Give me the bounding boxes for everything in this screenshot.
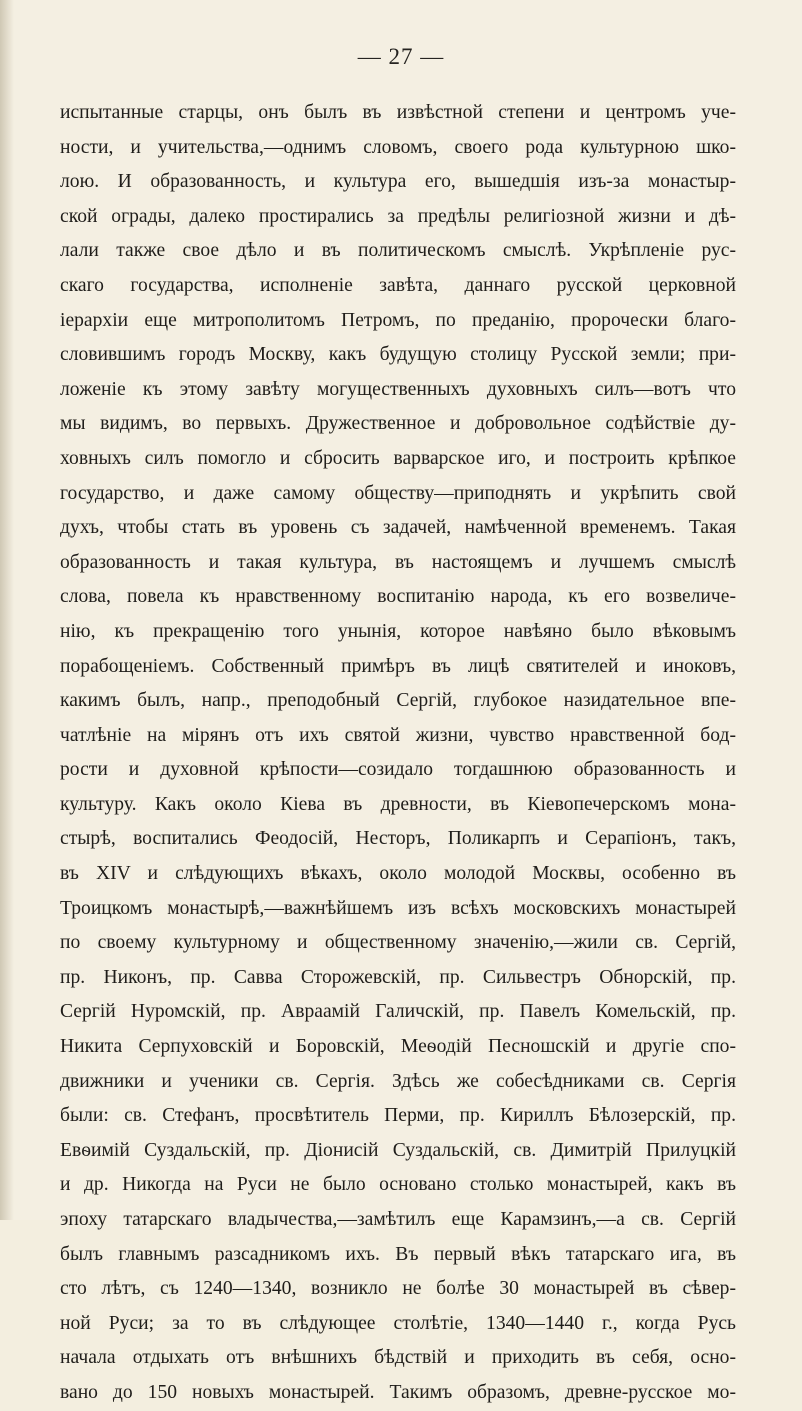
page-number: — 27 — <box>357 44 445 69</box>
page-gutter-shadow <box>0 0 14 1220</box>
text-line: Сергій Нуромскій, пр. Авраамій Галичскій, пр. Павелъ Комельскій, пр. <box>60 1001 736 1023</box>
text-line: образованность и такая культура, въ настоящемъ и лучшемъ смыслѣ <box>60 551 736 573</box>
text-line: рости и духовной крѣпости—созидало тогдашнюю образованность и <box>60 759 736 781</box>
text-line: испытанные старцы, онъ былъ въ извѣстной степени и центромъ уче- <box>60 102 736 123</box>
text-line: чатлѣніе на мірянъ отъ ихъ святой жизни, чувство нравственной бод- <box>60 724 736 746</box>
text-line: ской ограды, далеко простирались за предѣлы религіозной жизни и дѣ- <box>60 205 736 227</box>
text-line: движники и ученики св. Сергія. Здѣсь же собесѣдниками св. Сергія <box>60 1070 736 1092</box>
text-line: эпоху татарскаго владычества,—замѣтилъ еще Карамзинъ,—а св. Сергій <box>60 1209 736 1230</box>
text-line: мы видимъ, во первыхъ. Дружественное и добровольное содѣйствіе ду- <box>60 413 736 435</box>
text-line: словившимъ городъ Москву, какъ будущую столицу Русской земли; при- <box>60 344 736 366</box>
text-line: пр. Никонъ, пр. Савва Сторожевскій, пр. Сильвестръ Обнорскій, пр. <box>60 966 736 988</box>
text-line: іерархіи еще митрополитомъ Петромъ, по преданію, пророчески благо- <box>60 309 736 331</box>
text-line: и др. Никогда на Руси не было основано столько монастырей, какъ въ <box>60 1174 736 1196</box>
text-line: стырѣ, воспитались Феодосій, Несторъ, Поликарпъ и Серапіонъ, такъ, <box>60 828 736 850</box>
text-line: культуру. Какъ около Кіева въ древности, въ Кіевопечерскомъ мона- <box>60 793 736 815</box>
text-line: Евѳимій Суздальскій, пр. Діонисій Суздальскій, св. Димитрій Прилуцкій <box>60 1139 736 1161</box>
text-line: сто лѣтъ, съ 1240—1340, возникло не болѣе 30 монастырей въ сѣвер- <box>60 1278 736 1300</box>
text-line: по своему культурному и общественному значенію,—жили св. Сергій, <box>60 932 736 954</box>
text-line: слова, повела къ нравственному воспитанію народа, къ его возвеличе- <box>60 586 736 608</box>
text-line: Троицкомъ монастырѣ,—важнѣйшемъ изъ всѣхъ московскихъ монастырей <box>60 897 736 919</box>
text-line: скаго государства, исполненіе завѣта, даннаго русской церковной <box>60 274 736 296</box>
text-line: духъ, чтобы стать въ уровень съ задачей, намѣченной временемъ. Такая <box>60 517 736 539</box>
text-line: ности, и учительства,—однимъ словомъ, своего рода культурною шко- <box>60 136 736 158</box>
text-line: вано до 150 новыхъ монастырей. Такимъ образомъ, древне-русское мо- <box>60 1381 736 1403</box>
text-line: государство, и даже самому обществу—приподнять и укрѣпить свой <box>60 482 736 504</box>
text-line: ховныхъ силъ помогло и сбросить варварское иго, и построить крѣпкое <box>60 447 736 469</box>
body-text <box>60 96 736 1411</box>
text-line: въ XIV и слѣдующихъ вѣкахъ, около молодой Москвы, особенно въ <box>60 863 736 885</box>
text-line: лою. И образованность, и культура его, вышедшія изъ-за монастыр- <box>60 171 736 193</box>
text-line: какимъ былъ, напр., преподобный Сергій, глубокое назидательное впе- <box>60 690 736 712</box>
text-line: Никита Серпуховскій и Боровскій, Меѳодій Песношскій и другіе спо- <box>60 1036 736 1058</box>
text-line: ложеніе къ этому завѣту могущественныхъ духовныхъ силъ—вотъ что <box>60 378 736 400</box>
text-line: начала отдыхать отъ внѣшнихъ бѣдствій и приходить въ себя, осно- <box>60 1347 736 1369</box>
text-line: ной Руси; за то въ слѣдующее столѣтіе, 1340—1440 г., когда Русь <box>60 1312 736 1334</box>
text-line: были: св. Стефанъ, просвѣтитель Перми, пр. Кириллъ Бѣлозерскій, пр. <box>60 1105 736 1127</box>
text-line: былъ главнымъ разсадникомъ ихъ. Въ первый вѣкъ татарскаго ига, въ <box>60 1243 736 1265</box>
text-line: нію, къ прекращенію того унынія, которое навѣяно было вѣковымъ <box>60 620 736 642</box>
text-line: порабощеніемъ. Собственный примѣръ въ лицѣ святителей и иноковъ, <box>60 655 736 677</box>
text-line: лали также свое дѣло и въ политическомъ смыслѣ. Укрѣпленіе рус- <box>60 240 736 262</box>
